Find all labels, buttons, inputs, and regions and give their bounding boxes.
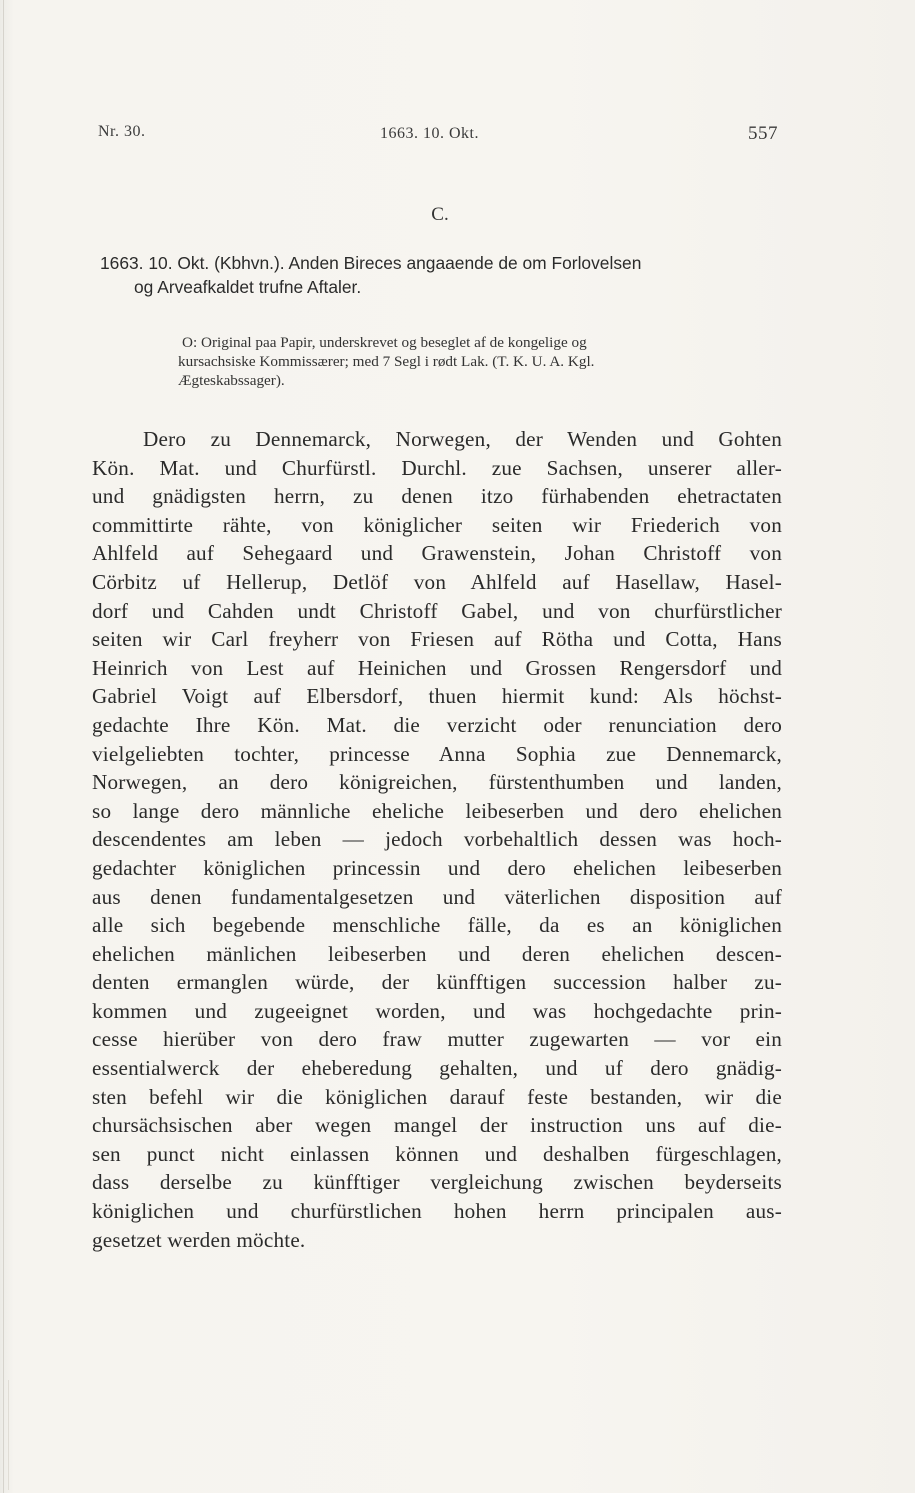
- source-line: kursachsiske Kommissærer; med 7 Segl i rødt Lak. (T. K. U. A. Kgl.: [178, 353, 595, 370]
- body-line: sen punct nicht einlassen können und deshalben fürgeschlagen,: [92, 1141, 782, 1166]
- source-line: Ægteskabssager).: [178, 372, 285, 389]
- document-caption: [100, 251, 780, 299]
- body-line: Heinrich von Lest auf Heinichen und Grossen Rengersdorf und: [92, 655, 782, 680]
- body-line: Norwegen, an dero königreichen, fürstenthumben und landen,: [92, 770, 782, 795]
- body-line: essentialwerck der eheberedung gehalten, und uf dero gnädig-: [92, 1056, 782, 1081]
- body-line: cesse hierüber von dero fraw mutter zugewarten — vor ein: [92, 1027, 782, 1052]
- body-line: gedachte Ihre Kön. Mat. die verzicht oder renunciation dero: [92, 712, 782, 737]
- body-line: seiten wir Carl freyherr von Friesen auf Rötha und Cotta, Hans: [92, 627, 782, 652]
- body-line: Cörbitz uf Hellerup, Detlöf von Ahlfeld auf Hasellaw, Hasel-: [92, 569, 782, 594]
- running-header: [98, 123, 778, 147]
- caption-line: og Arveafkaldet trufne Aftaler.: [134, 277, 362, 297]
- header-page-number: 557: [748, 123, 778, 144]
- body-line: aus denen fundamentalgesetzen und väterlichen disposition auf: [92, 884, 782, 909]
- body-line: gesetzet werden möchte.: [92, 1227, 306, 1252]
- body-line: vielgeliebten tochter, princesse Anna Sophia zue Dennemarck,: [92, 741, 782, 766]
- source-note: [178, 333, 780, 390]
- body-line: descendentes am leben — jedoch vorbehaltlich dessen was hoch-: [92, 827, 782, 852]
- body-line: dorf und Cahden undt Christoff Gabel, und von churfürstlicher: [92, 598, 782, 623]
- body-line: committirte rähte, von königlicher seiten wir Friederich von: [92, 512, 782, 537]
- caption-line: 1663. 10. Okt. (Kbhvn.). Anden Bireces angaaende de om Forlovelsen: [100, 253, 642, 273]
- header-document-number: Nr. 30.: [98, 123, 146, 140]
- body-line: denten ermanglen würde, der künfftigen succession halber zu-: [92, 970, 782, 995]
- body-line: Dero zu Dennemarck, Norwegen, der Wenden und Gohten: [143, 427, 782, 451]
- body-line: Ahlfeld auf Sehegaard und Grawenstein, Johan Christoff von: [92, 541, 782, 566]
- page-edge-line: [3, 0, 4, 1493]
- body-line: chursächsischen aber wegen mangel der instruction uns auf die-: [92, 1113, 782, 1138]
- body-line: so lange dero männliche eheliche leibeserben und dero ehelichen: [92, 798, 782, 823]
- body-line: Kön. Mat. und Churfürstl. Durchl. zue Sachsen, unserer aller-: [92, 455, 782, 480]
- body-line: und gnädigsten herrn, zu denen itzo fürhabenden ehetractaten: [92, 484, 782, 509]
- source-line: O: Original paa Papir, underskrevet og beseglet af de kongelige og: [182, 334, 587, 351]
- body-line: kommen und zugeeignet worden, und was hochgedachte prin-: [92, 998, 782, 1023]
- body-line: dass derselbe zu künfftiger vergleichung zwischen beyderseits: [92, 1170, 782, 1195]
- body-line: Gabriel Voigt auf Elbersdorf, thuen hiermit kund: Als höchst-: [92, 684, 782, 709]
- body-line: königlichen und churfürstlichen hohen herrn principalen aus-: [92, 1199, 782, 1224]
- section-letter: C.: [431, 204, 449, 225]
- header-date: 1663. 10. Okt.: [380, 125, 479, 142]
- body-line: alle sich begebende menschliche fälle, da es an königlichen: [92, 913, 782, 938]
- page-edge-mark: [8, 1380, 9, 1490]
- body-line: ehelichen mänlichen leibeserben und deren ehelichen descen-: [92, 941, 782, 966]
- body-line: sten befehl wir die königlichen darauf feste bestanden, wir die: [92, 1084, 782, 1109]
- body-text: [92, 425, 782, 1254]
- body-line: gedachter königlichen princessin und dero ehelichen leibeserben: [92, 855, 782, 880]
